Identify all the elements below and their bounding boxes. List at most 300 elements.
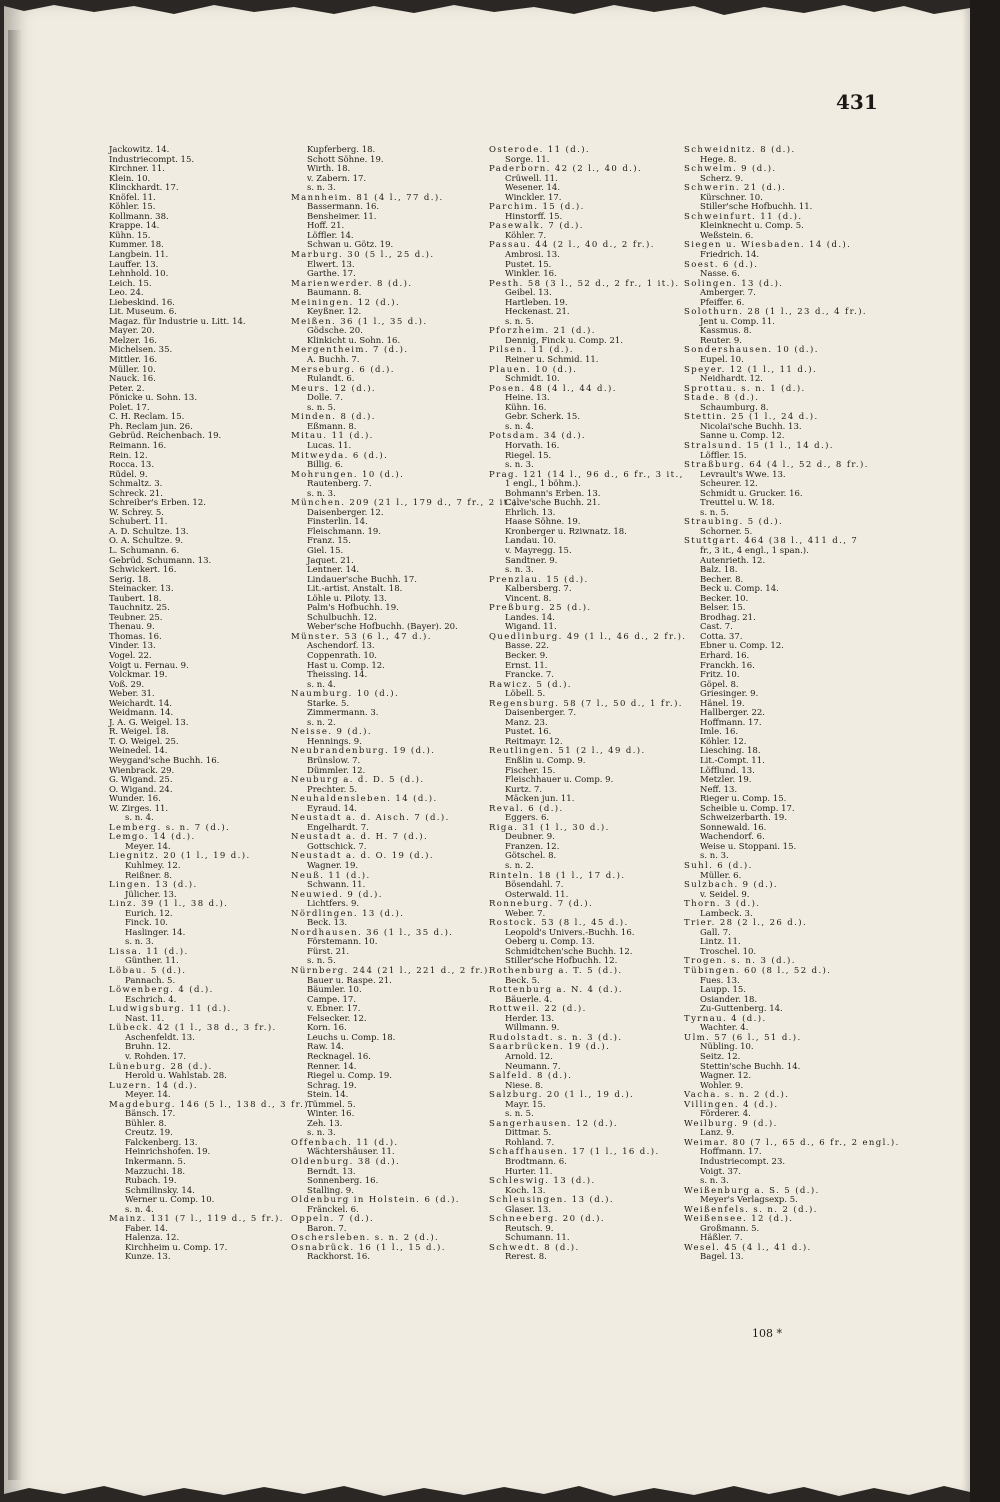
city-entry: Solothurn. 28 (1 l., 23 d., 4 fr.).: [684, 307, 868, 318]
publisher-entry: Hallberger. 22.: [700, 708, 765, 719]
city-entry: Mitau. 11 (d.).: [291, 431, 374, 442]
publisher-entry: Weßstein. 6.: [700, 230, 754, 241]
publisher-entry: Giel. 15.: [307, 545, 344, 556]
publisher-entry: Recknagel. 16.: [307, 1051, 371, 1062]
city-entry: Neuhaldensleben. 14 (d.).: [291, 794, 438, 805]
publisher-entry: Stettin'sche Buchh. 14.: [700, 1061, 801, 1072]
publisher-entry: Leopold's Univers.-Buchh. 16.: [505, 927, 635, 938]
publisher-entry: Belser. 15.: [700, 603, 746, 614]
city-entry: Schneeberg. 20 (d.).: [489, 1214, 605, 1225]
city-entry: Salfeld. 8 (d.).: [489, 1071, 573, 1082]
publisher-entry: Erhard. 16.: [700, 650, 750, 661]
publisher-entry: Krappe. 14.: [109, 221, 160, 232]
publisher-entry: Kühn. 16.: [505, 402, 547, 413]
city-entry: Straubing. 5 (d.).: [684, 517, 784, 528]
city-entry: Solingen. 13 (d.).: [684, 278, 784, 289]
publisher-entry: Levrault's Wwe. 13.: [700, 469, 786, 480]
city-entry: Saarbrücken. 19 (d.).: [489, 1042, 611, 1053]
city-entry: Schleswig. 13 (d.).: [489, 1176, 596, 1187]
publisher-entry: Sonnewald. 16.: [700, 822, 767, 833]
publisher-entry: Tümmel. 5.: [307, 1099, 356, 1110]
publisher-entry: Göpel. 8.: [700, 679, 739, 690]
publisher-entry: Heinrichshofen. 19.: [125, 1147, 211, 1158]
publisher-entry: Hinstorff. 15.: [505, 211, 563, 222]
city-entry: Mergentheim. 7 (d.).: [291, 345, 409, 356]
publisher-entry: Kassmus. 8.: [700, 326, 752, 337]
publisher-entry: Enßlin u. Comp. 9.: [505, 756, 586, 766]
publisher-entry: Kurtz. 7.: [505, 784, 543, 795]
publisher-entry: Lintz. 11.: [700, 937, 741, 948]
publisher-entry: Lit.-Compt. 11.: [700, 756, 765, 766]
publisher-entry: 1 engl., 1 böhm.).: [505, 479, 581, 490]
city-entry: Lemgo. 14 (d.).: [109, 832, 196, 843]
publisher-entry: Schaumburg. 8.: [700, 402, 769, 413]
city-entry: Weilburg. 9 (d.).: [684, 1118, 778, 1129]
publisher-entry: Gebrüd. Reichenbach. 19.: [109, 431, 222, 442]
city-entry: Rudolstadt. s. n. 3 (d.).: [489, 1032, 623, 1043]
book-page: [4, 0, 970, 1502]
city-entry: Nördlingen. 13 (d.).: [291, 908, 405, 919]
publisher-entry: Friedrich. 14.: [700, 250, 760, 261]
publisher-entry: Kirchheim u. Comp. 17.: [125, 1242, 228, 1253]
city-entry: Rottenburg a. N. 4 (d.).: [489, 985, 623, 996]
publisher-entry: Hoffmann. 17.: [700, 717, 762, 728]
publisher-entry: Fränckel. 6.: [307, 1204, 359, 1215]
publisher-entry: Manz. 23.: [505, 717, 548, 728]
city-entry: Schaffhausen. 17 (1 l., 16 d.).: [489, 1147, 660, 1158]
publisher-entry: Wienbrack. 29.: [109, 765, 175, 776]
publisher-entry: Fleischmann. 19.: [307, 526, 381, 537]
publisher-entry: Rein. 12.: [109, 450, 148, 461]
publisher-entry: Kunze. 13.: [125, 1252, 171, 1263]
publisher-entry: Müller. 10.: [109, 364, 156, 375]
publisher-entry: O. Wigand. 24.: [109, 784, 173, 795]
publisher-entry: Taubert. 18.: [109, 593, 162, 604]
publisher-entry: Reuter. 9.: [700, 335, 742, 346]
publisher-entry: Schwann. 11.: [307, 880, 366, 891]
publisher-entry: Eyraud. 14.: [307, 803, 357, 814]
publisher-entry: Franzen. 12.: [505, 841, 560, 852]
publisher-entry: Lambeck. 3.: [700, 908, 753, 919]
publisher-entry: Förstemann. 10.: [307, 937, 378, 948]
city-entry: Rinteln. 18 (1 l., 17 d.).: [489, 870, 626, 881]
publisher-entry: Schott Söhne. 19.: [307, 154, 384, 165]
city-entry: Nordhausen. 36 (1 l., 35 d.).: [291, 927, 454, 938]
publisher-entry: Franz. 15.: [307, 536, 351, 547]
publisher-entry: Schwan u. Götz. 19.: [307, 240, 394, 251]
publisher-entry: Berndt. 13.: [307, 1166, 356, 1177]
publisher-entry: Haslinger. 14.: [125, 927, 186, 938]
publisher-entry: Landau. 10.: [505, 536, 557, 547]
publisher-entry: Bühler. 8.: [125, 1118, 167, 1129]
publisher-entry: Thenau. 9.: [109, 622, 155, 633]
publisher-entry: Pannach. 5.: [125, 975, 176, 986]
publisher-entry: s. n. 4.: [505, 421, 534, 432]
publisher-entry: s. n. 4.: [125, 813, 154, 824]
publisher-entry: s. n. 5.: [307, 956, 336, 967]
publisher-entry: Winckler. 17.: [505, 192, 562, 203]
publisher-entry: Pustet. 15.: [505, 259, 552, 270]
publisher-entry: Schmidt. 10.: [505, 374, 560, 385]
publisher-entry: Franckh. 16.: [700, 660, 755, 671]
publisher-entry: Wigand. 11.: [505, 622, 557, 633]
publisher-entry: Eupel. 10.: [700, 355, 744, 366]
publisher-entry: Melzer. 16.: [109, 335, 158, 346]
publisher-entry: Leich. 15.: [109, 278, 152, 289]
publisher-entry: Laupp. 15.: [700, 985, 746, 996]
publisher-entry: Wohler. 9.: [700, 1080, 744, 1091]
publisher-entry: Ebner u. Comp. 12.: [700, 641, 784, 652]
publisher-entry: Wagner. 19.: [307, 861, 359, 872]
publisher-entry: Keyßner. 12.: [307, 307, 362, 318]
publisher-entry: Rerest. 8.: [505, 1252, 547, 1263]
publisher-entry: Tauchnitz. 25.: [109, 603, 170, 614]
publisher-entry: Bauer u. Raspe. 21.: [307, 975, 392, 986]
city-entry: Löbau. 5 (d.).: [109, 966, 187, 977]
city-entry: Marienwerder. 8 (d.).: [291, 278, 413, 289]
publisher-entry: Mazzuchi. 18.: [125, 1166, 186, 1177]
publisher-entry: Thomas. 16.: [109, 631, 162, 642]
city-entry: Neuß. 11 (d.).: [291, 870, 371, 881]
city-entry: Weißenburg a. S. 5 (d.).: [684, 1185, 820, 1196]
publisher-entry: Creutz. 19.: [125, 1128, 173, 1139]
publisher-entry: Hennings. 9.: [307, 736, 362, 747]
publisher-entry: Gottschick. 7.: [307, 841, 367, 852]
city-entry: Mainz. 131 (7 l., 119 d., 5 fr.).: [109, 1214, 284, 1225]
city-entry: Ludwigsburg. 11 (d.).: [109, 1004, 232, 1015]
city-entry: Linz. 39 (1 l., 38 d.).: [109, 899, 229, 910]
publisher-entry: Schmidt u. Grucker. 16.: [700, 488, 803, 499]
city-entry: Münster. 53 (6 l., 47 d.).: [291, 631, 432, 642]
publisher-entry: Gebr. Scherk. 15.: [505, 412, 581, 423]
publisher-entry: Löbell. 5.: [505, 689, 546, 700]
city-entry: Sondershausen. 10 (d.).: [684, 345, 819, 356]
publisher-entry: Löffler. 14.: [307, 230, 354, 241]
publisher-entry: Finsterlin. 14.: [307, 517, 368, 528]
city-entry: Neustadt a. d. Aisch. 7 (d.).: [291, 813, 450, 824]
publisher-entry: s. n. 5.: [505, 1109, 534, 1120]
publisher-entry: Wachendorf. 6.: [700, 832, 765, 843]
publisher-entry: Neidhardt. 12.: [700, 374, 764, 385]
city-entry: Ronneburg. 7 (d.).: [489, 899, 594, 910]
publisher-entry: Scheible u. Comp. 17.: [700, 803, 795, 814]
publisher-entry: Vogel. 22.: [109, 650, 152, 661]
publisher-entry: Autenrieth. 12.: [700, 555, 766, 566]
publisher-entry: Wunder. 16.: [109, 794, 161, 805]
publisher-entry: Schrag. 19.: [307, 1080, 357, 1091]
publisher-entry: Prechter. 5.: [307, 784, 358, 795]
publisher-entry: Kupferberg. 18.: [307, 145, 376, 155]
index-column-2: [291, 145, 522, 1263]
city-entry: Neustadt a. d. O. 19 (d.).: [291, 851, 434, 862]
city-entry: Marburg. 30 (5 l., 25 d.).: [291, 250, 435, 261]
city-entry: Schweidnitz. 8 (d.).: [684, 145, 796, 155]
city-entry: Neustadt a. d. H. 7 (d.).: [291, 832, 429, 843]
publisher-entry: Gödsche. 20.: [307, 326, 363, 337]
publisher-entry: Faber. 14.: [125, 1223, 168, 1234]
city-entry: Schwelm. 9 (d.).: [684, 164, 777, 175]
publisher-entry: v. Seidel. 9.: [700, 889, 750, 900]
publisher-entry: Lit.-artist. Anstalt. 18.: [307, 584, 403, 595]
city-entry: Meiningen. 12 (d.).: [291, 297, 401, 308]
publisher-entry: Köhler. 12.: [700, 736, 747, 747]
publisher-entry: Cotta. 37.: [700, 631, 743, 642]
publisher-entry: R. Weigel. 18.: [109, 727, 169, 738]
publisher-entry: Cast. 7.: [700, 622, 733, 633]
publisher-entry: Industriecompt. 23.: [700, 1156, 786, 1167]
publisher-entry: Dümmler. 12.: [307, 765, 366, 776]
publisher-entry: Lindauer'sche Buchh. 17.: [307, 574, 417, 585]
publisher-entry: Brodhag. 21.: [700, 612, 756, 623]
publisher-entry: v. Rohden. 17.: [125, 1051, 187, 1062]
city-entry: Pesth. 58 (3 l., 52 d., 2 fr., 1 it.).: [489, 278, 680, 289]
city-entry: Trier. 28 (2 l., 26 d.).: [684, 918, 808, 929]
city-entry: Salzburg. 20 (1 l., 19 d.).: [489, 1090, 635, 1101]
publisher-entry: Ambrosi. 13.: [505, 250, 560, 261]
publisher-entry: Schreck. 21.: [109, 488, 163, 499]
publisher-entry: Wagner. 12.: [700, 1071, 752, 1082]
city-entry: Neuwied. 9 (d.).: [291, 889, 383, 900]
city-entry: Regensburg. 58 (7 l., 50 d., 1 fr.).: [489, 698, 683, 709]
city-entry: Reval. 6 (d.).: [489, 803, 564, 814]
publisher-entry: Hänel. 19.: [700, 698, 745, 709]
publisher-entry: s. n. 5.: [307, 402, 336, 413]
publisher-entry: Schreiber's Erben. 12.: [109, 498, 206, 509]
publisher-entry: Jackowitz. 14.: [109, 145, 170, 155]
publisher-entry: v. Zabern. 17.: [307, 173, 367, 184]
publisher-entry: Scheurer. 12.: [700, 479, 758, 490]
publisher-entry: J. A. G. Weigel. 13.: [109, 717, 189, 728]
city-entry: Sulzbach. 9 (d.).: [684, 880, 779, 891]
publisher-entry: Dolle. 7.: [307, 393, 343, 404]
city-entry: Stettin. 25 (1 l., 24 d.).: [684, 412, 819, 423]
city-entry: Meißen. 36 (1 l., 35 d.).: [291, 316, 428, 327]
publisher-entry: Scherz. 9.: [700, 173, 744, 184]
publisher-entry: Schweizerbarth. 19.: [700, 813, 788, 824]
publisher-entry: s. n. 3.: [307, 488, 336, 499]
publisher-entry: Halenza. 12.: [125, 1233, 180, 1244]
publisher-entry: Griesinger. 9.: [700, 689, 759, 700]
publisher-entry: Nast. 11.: [125, 1013, 165, 1024]
publisher-entry: Hurter. 11.: [505, 1166, 553, 1177]
publisher-entry: s. n. 3.: [307, 1128, 336, 1139]
publisher-entry: Lauffer. 13.: [109, 259, 159, 270]
publisher-entry: Osiander. 18.: [700, 994, 758, 1005]
publisher-entry: Beck u. Comp. 14.: [700, 584, 779, 595]
city-entry: Oppeln. 7 (d.).: [291, 1214, 375, 1225]
city-entry: Trogen. s. n. 3 (d.).: [684, 956, 796, 967]
publisher-entry: Kalbersberg. 7.: [505, 584, 572, 595]
city-entry: Parchim. 15 (d.).: [489, 202, 585, 213]
publisher-entry: Amberger. 7.: [700, 288, 756, 299]
publisher-entry: Leo. 24.: [109, 288, 144, 299]
publisher-entry: Eggers. 6.: [505, 813, 550, 824]
publisher-entry: Bagel. 13.: [700, 1252, 744, 1263]
city-entry: Quedlinburg. 49 (1 l., 46 d., 2 fr.).: [489, 631, 687, 642]
city-entry: Stralsund. 15 (1 l., 14 d.).: [684, 440, 834, 451]
publisher-entry: s. n. 3.: [505, 460, 534, 471]
city-entry: Sprottau. s. n. 1 (d.).: [684, 383, 806, 394]
city-entry: Mannheim. 81 (4 l., 77 d.).: [291, 192, 444, 203]
city-entry: Passau. 44 (2 l., 40 d., 2 fr.).: [489, 240, 655, 251]
publisher-entry: Müller. 6.: [700, 870, 742, 881]
city-entry: Pforzheim. 21 (d.).: [489, 326, 596, 337]
publisher-entry: Dennig, Finck u. Comp. 21.: [505, 335, 623, 346]
publisher-entry: Riegel u. Comp. 19.: [307, 1071, 392, 1082]
publisher-entry: Lit. Museum. 6.: [109, 307, 177, 318]
publisher-entry: Brodtmann. 6.: [505, 1156, 567, 1167]
publisher-entry: Schulbuchh. 12.: [307, 612, 377, 623]
publisher-entry: Deubner. 9.: [505, 832, 555, 843]
publisher-entry: Aschendorf. 13.: [307, 641, 375, 652]
publisher-entry: L. Schumann. 6.: [109, 545, 180, 556]
publisher-entry: Teubner. 25.: [109, 612, 163, 623]
publisher-entry: Meyer. 14.: [125, 841, 171, 852]
city-entry: Soest. 6 (d.).: [684, 259, 759, 270]
publisher-entry: Klinkicht u. Sohn. 16.: [307, 335, 401, 346]
publisher-entry: Günther. 11.: [125, 956, 179, 967]
publisher-entry: Seitz. 12.: [700, 1051, 741, 1062]
publisher-entry: Schmidtchen'sche Buchh. 12.: [505, 946, 633, 957]
publisher-entry: Meyer. 14.: [125, 1090, 171, 1101]
publisher-entry: Sorge. 11.: [505, 154, 550, 165]
city-entry: Löwenberg. 4 (d.).: [109, 985, 214, 996]
torn-bottom-edge: [4, 1480, 970, 1502]
city-entry: Pilsen. 11 (d.).: [489, 345, 574, 356]
publisher-entry: Bohmann's Erben. 13.: [505, 488, 601, 499]
publisher-entry: Glaser. 13.: [505, 1204, 552, 1215]
publisher-entry: Hoff. 21.: [307, 221, 345, 232]
publisher-entry: Nicolai'sche Buchh. 13.: [700, 421, 802, 432]
city-entry: Stuttgart. 464 (38 l., 411 d., 7: [684, 536, 859, 547]
publisher-entry: Langbein. 11.: [109, 250, 169, 261]
city-entry: Schleusingen. 13 (d.).: [489, 1195, 614, 1206]
publisher-entry: s. n. 3.: [505, 565, 534, 576]
city-entry: Schwerin. 21 (d.).: [684, 183, 787, 194]
city-entry: Prag. 121 (14 l., 96 d., 6 fr., 3 it.,: [489, 469, 684, 480]
city-entry: Prenzlau. 15 (d.).: [489, 574, 589, 585]
index-column-3: [489, 145, 687, 1263]
publisher-entry: Campe. 17.: [307, 994, 357, 1005]
publisher-entry: Hartleben. 19.: [505, 297, 568, 308]
city-entry: Liegnitz. 20 (1 l., 19 d.).: [109, 851, 251, 862]
publisher-entry: Werner u. Comp. 10.: [125, 1195, 215, 1206]
publisher-entry: Winkler. 16.: [505, 269, 557, 280]
publisher-entry: Bassermann. 16.: [307, 202, 380, 213]
publisher-entry: Neumann. 7.: [505, 1061, 561, 1072]
publisher-entry: Bruhn. 12.: [125, 1042, 171, 1053]
city-entry: Sangerhausen. 12 (d.).: [489, 1118, 618, 1129]
publisher-entry: s. n. 5.: [505, 316, 534, 327]
publisher-entry: Renner. 14.: [307, 1061, 357, 1072]
publisher-entry: Polet. 17.: [109, 402, 150, 413]
publisher-entry: Kuhlmey. 12.: [125, 861, 181, 872]
publisher-entry: Geibel. 13.: [505, 288, 552, 299]
publisher-entry: Baumann. 8.: [307, 288, 362, 299]
publisher-entry: Hast u. Comp. 12.: [307, 660, 385, 671]
publisher-entry: Becher. 8.: [700, 574, 744, 585]
city-entry: Osterode. 11 (d.).: [489, 145, 591, 155]
publisher-entry: Reitmayr. 12.: [505, 736, 563, 747]
publisher-entry: s. n. 4.: [307, 679, 336, 690]
publisher-entry: Weinedel. 14.: [109, 746, 168, 757]
publisher-entry: Schubert. 11.: [109, 517, 168, 528]
city-entry: Minden. 8 (d.).: [291, 412, 376, 423]
publisher-entry: Calve'sche Buchh. 21.: [505, 498, 601, 509]
publisher-entry: Hoffmann. 17.: [700, 1147, 762, 1158]
city-entry: Paderborn. 42 (2 l., 40 d.).: [489, 164, 643, 175]
publisher-entry: A. Buchh. 7.: [307, 355, 360, 366]
city-entry: Mohrungen. 10 (d.).: [291, 469, 405, 480]
publisher-entry: Willmann. 9.: [505, 1023, 560, 1034]
publisher-entry: Weise u. Stoppani. 15.: [700, 841, 797, 852]
publisher-entry: Lanz. 9.: [700, 1128, 735, 1139]
city-entry: Thorn. 3 (d.).: [684, 899, 761, 910]
city-entry: Osnabrück. 16 (1 l., 15 d.).: [291, 1242, 446, 1253]
publisher-entry: Vincent. 8.: [505, 593, 552, 604]
publisher-entry: s. n. 2.: [307, 717, 336, 728]
publisher-entry: Fleischhauer u. Comp. 9.: [505, 775, 614, 786]
publisher-entry: Rüdel. 9.: [109, 469, 148, 480]
publisher-entry: Lentner. 14.: [307, 565, 360, 576]
publisher-entry: Serig. 18.: [109, 574, 151, 585]
city-entry: Wesel. 45 (4 l., 41 d.).: [684, 1242, 812, 1253]
publisher-entry: Stiller'sche Hofbuchh. 12.: [505, 956, 618, 967]
publisher-entry: Bösendahl. 7.: [505, 880, 564, 891]
publisher-entry: Reimann. 16.: [109, 440, 167, 451]
publisher-entry: Förderer. 4.: [700, 1109, 751, 1120]
index-column-1: [109, 145, 314, 1263]
publisher-entry: Vinder. 13.: [109, 641, 156, 652]
publisher-entry: Bäumler. 10.: [307, 985, 362, 996]
publisher-entry: Baron. 7.: [307, 1223, 347, 1234]
publisher-entry: Mäcken jun. 11.: [505, 794, 575, 805]
city-entry: Vacha. s. n. 2 (d.).: [684, 1090, 790, 1101]
city-entry: Weißensee. 12 (d.).: [684, 1214, 794, 1225]
publisher-entry: Falckenberg. 13.: [125, 1137, 198, 1148]
publisher-entry: Peter. 2.: [109, 383, 145, 394]
publisher-entry: Leuchs u. Comp. 18.: [307, 1032, 396, 1043]
publisher-entry: Billig. 6.: [307, 460, 344, 471]
publisher-entry: Wesener. 14.: [505, 183, 561, 194]
city-entry: Riga. 31 (1 l., 30 d.).: [489, 822, 610, 833]
publisher-entry: Engelhardt. 7.: [307, 822, 369, 833]
city-entry: Naumburg. 10 (d.).: [291, 689, 400, 700]
city-entry: Suhl. 6 (d.).: [684, 861, 753, 872]
publisher-entry: Lucas. 11.: [307, 440, 352, 451]
publisher-entry: Niese. 8.: [505, 1080, 544, 1091]
city-entry: Schweinfurt. 11 (d.).: [684, 211, 803, 222]
publisher-entry: Heckenast. 21.: [505, 307, 570, 318]
publisher-entry: Liesching. 18.: [700, 746, 761, 757]
publisher-entry: Zeh. 13.: [307, 1118, 343, 1129]
publisher-entry: Reißner. 8.: [125, 870, 172, 881]
publisher-entry: s. n. 5.: [700, 507, 729, 518]
publisher-entry: Wächtershäuser. 11.: [307, 1147, 395, 1158]
city-entry: Weißenfels. s. n. 2 (d.).: [684, 1204, 818, 1215]
city-entry: Lissa. 11 (d.).: [109, 946, 189, 957]
publisher-entry: Mittler. 16.: [109, 355, 158, 366]
publisher-entry: Aschenfeldt. 13.: [125, 1032, 195, 1043]
publisher-entry: Weber'sche Hofbuchh. (Bayer). 20.: [307, 622, 458, 633]
binding-shadow: [8, 30, 22, 1480]
publisher-entry: Köhler. 15.: [109, 202, 156, 213]
publisher-entry: Industriecompt. 15.: [109, 154, 195, 165]
publisher-entry: s. n. 4.: [125, 1204, 154, 1215]
publisher-entry: Herder. 13.: [505, 1013, 555, 1024]
city-entry: Villingen. 4 (d.).: [684, 1099, 779, 1110]
city-entry: Meurs. 12 (d.).: [291, 383, 377, 394]
